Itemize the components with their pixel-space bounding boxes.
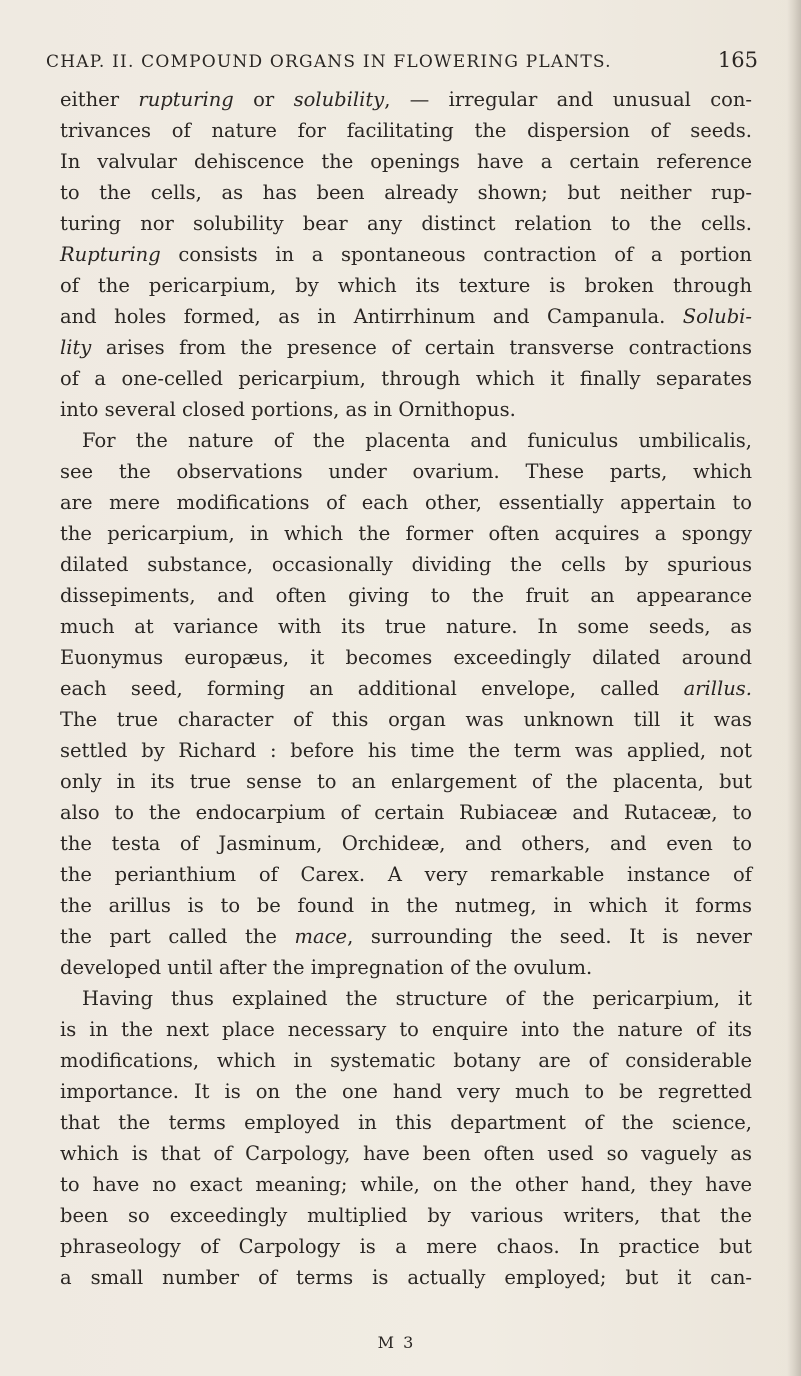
text-line (60, 456, 752, 487)
body-text (60, 84, 752, 1293)
text-line (60, 766, 752, 797)
text-line (60, 332, 752, 363)
text-segment: been so exceedingly multiplied by various writers, that the (60, 1204, 752, 1227)
text-line (60, 1262, 752, 1293)
italic-term: arillus. (683, 677, 752, 700)
text-line (60, 1107, 752, 1138)
text-line (60, 859, 752, 890)
text-line (60, 890, 752, 921)
text-segment: into several closed portions, as in Ornithopus. (60, 398, 516, 421)
text-line (60, 425, 752, 456)
text-line (60, 952, 752, 983)
italic-term: rupturing (138, 88, 234, 111)
text-line (60, 580, 752, 611)
text-segment: , surrounding the seed. It is never (347, 925, 752, 948)
text-segment: only in its true sense to an enlargement of the placenta, but (60, 770, 752, 793)
page-number: 165 (717, 48, 758, 72)
text-line (60, 1014, 752, 1045)
text-segment: a small number of terms is actually employed; but it can- (60, 1266, 752, 1289)
text-segment: also to the endocarpium of certain Rubiaceæ and Rutaceæ, to (60, 801, 752, 824)
text-segment: For the nature of the placenta and funiculus umbilicalis, (82, 429, 752, 452)
text-segment: are mere modifications of each other, essentially appertain to (60, 491, 752, 514)
text-line (60, 208, 752, 239)
text-line (60, 394, 752, 425)
text-segment: settled by Richard : before his time the term was applied, not (60, 739, 752, 762)
text-line (60, 1169, 752, 1200)
text-line (60, 115, 752, 146)
text-segment: modifications, which in systematic botany are of considerable (60, 1049, 752, 1072)
text-line (60, 146, 752, 177)
text-line (60, 797, 752, 828)
text-line (60, 1045, 752, 1076)
text-segment: trivances of nature for facilitating the dispersion of seeds. (60, 119, 752, 142)
text-line (60, 301, 752, 332)
text-line (60, 363, 752, 394)
italic-term: lity (60, 336, 92, 359)
text-line (60, 642, 752, 673)
text-segment: the pericarpium, in which the former often acquires a spongy (60, 522, 752, 545)
text-segment: the arillus is to be found in the nutmeg, in which it forms (60, 894, 752, 917)
text-segment: of the pericarpium, by which its texture is broken through (60, 274, 752, 297)
text-line (60, 1138, 752, 1169)
text-segment: each seed, forming an additional envelope, called (60, 677, 684, 700)
text-segment: the perianthium of Carex. A very remarkable instance of (60, 863, 752, 886)
text-line (60, 177, 752, 208)
text-segment: and holes formed, as in Antirrhinum and Campanula. (60, 305, 683, 328)
text-segment: Euonymus europæus, it becomes exceedingly dilated around (60, 646, 752, 669)
text-segment: or (233, 88, 294, 111)
text-segment: importance. It is on the one hand very much to be regretted (60, 1080, 752, 1103)
text-line (60, 673, 752, 704)
text-line (60, 611, 752, 642)
text-line (60, 828, 752, 859)
italic-term: solubility (293, 88, 385, 111)
text-segment: either (60, 88, 139, 111)
text-segment: dissepiments, and often giving to the fruit an appearance (60, 584, 752, 607)
text-segment: , — irregular and unusual con- (384, 88, 753, 111)
text-line (60, 270, 752, 301)
footer (0, 1333, 801, 1352)
signature-mark: M 3 (377, 1333, 416, 1352)
italic-term: Rupturing (60, 243, 161, 266)
text-segment: much at variance with its true nature. In some seeds, as (60, 615, 752, 638)
text-segment: Having thus explained the structure of the pericarpium, it (82, 987, 752, 1010)
text-line (60, 1200, 752, 1231)
text-segment: see the observations under ovarium. These parts, which (60, 460, 752, 483)
italic-term: Solubi- (682, 305, 752, 328)
text-segment: In valvular dehiscence the openings have a certain reference (60, 150, 752, 173)
text-segment: the testa of Jasminum, Orchideæ, and others, and even to (60, 832, 752, 855)
text-line (60, 549, 752, 580)
text-line (60, 1231, 752, 1262)
text-segment: developed until after the impregnation of the ovulum. (60, 956, 593, 979)
text-line (60, 84, 752, 115)
text-line (60, 983, 752, 1014)
page-edge-shadow (787, 0, 801, 1376)
running-header (46, 48, 758, 82)
text-segment: arises from the presence of certain transverse contractions (91, 336, 752, 359)
text-line (60, 735, 752, 766)
text-line (60, 487, 752, 518)
text-segment: that the terms employed in this department of the science, (60, 1111, 752, 1134)
text-line (60, 239, 752, 270)
text-segment: dilated substance, occasionally dividing the cells by spurious (60, 553, 752, 576)
text-line (60, 704, 752, 735)
text-line (60, 518, 752, 549)
running-title: CHAP. II. COMPOUND ORGANS IN FLOWERING PLANTS. (46, 52, 612, 72)
text-segment: phraseology of Carpology is a mere chaos. In practice but (60, 1235, 752, 1258)
text-segment: consists in a spontaneous contraction of a portion (160, 243, 752, 266)
text-segment: turing nor solubility bear any distinct relation to the cells. (60, 212, 752, 235)
italic-term: mace (294, 925, 348, 948)
text-segment: which is that of Carpology, have been often used so vaguely as (60, 1142, 752, 1165)
text-segment: the part called the (60, 925, 295, 948)
text-segment: of a one-celled pericarpium, through which it finally separates (60, 367, 752, 390)
text-segment: to the cells, as has been already shown; but neither rup- (60, 181, 752, 204)
text-segment: The true character of this organ was unknown till it was (60, 708, 752, 731)
text-segment: is in the next place necessary to enquire into the nature of its (60, 1018, 752, 1041)
text-segment: to have no exact meaning; while, on the other hand, they have (60, 1173, 752, 1196)
text-line (60, 921, 752, 952)
text-line (60, 1076, 752, 1107)
